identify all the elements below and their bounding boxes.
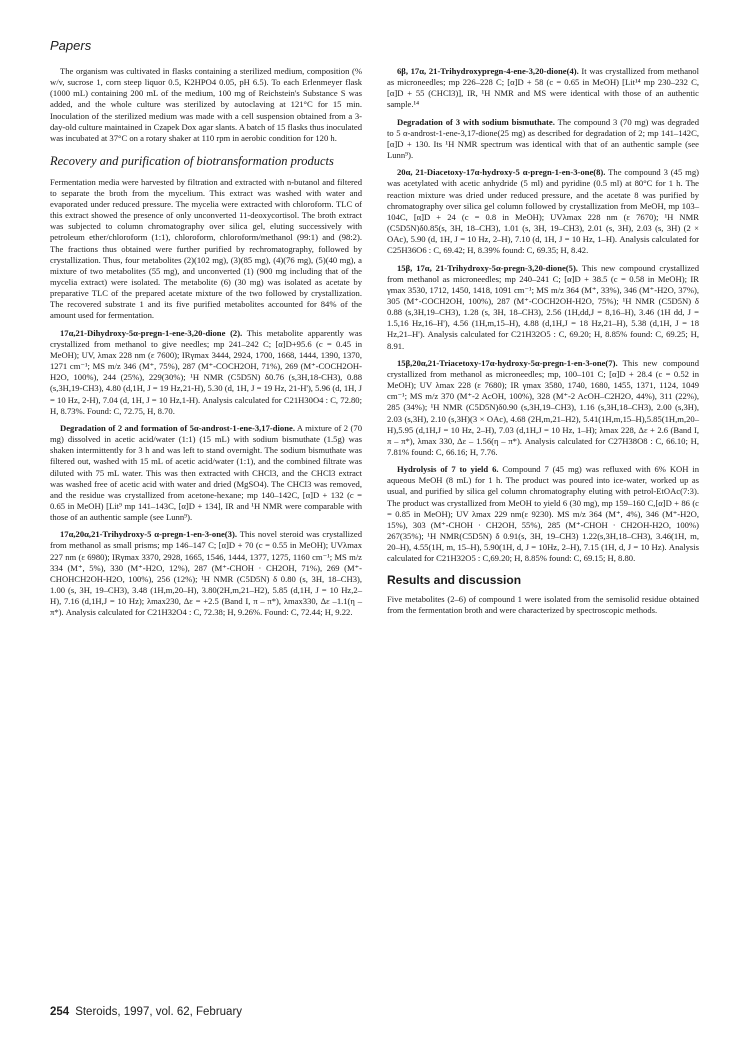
page-number: 254 — [50, 1006, 70, 1018]
compound-3-paragraph — [50, 529, 362, 618]
compound-5-paragraph — [387, 263, 699, 352]
compound-8-paragraph — [387, 167, 699, 256]
section-heading-recovery: Recovery and purification of biotransformation products — [50, 154, 334, 169]
compound-8-text: The compound 3 (45 mg) was acetylated with acetic anhydride (5 ml) and pyridine (0.5 ml) at 80°C for 1 h. The reaction mixture was dried under reduced pressure, and the acetate 8 was purified by chromatography over silica gel column followed by crystallization from MeOH, mp 103–104C, [α]D + 24 (c = 0.8 in MeOH); UVλmax 228 nm (ε 7670); ¹H NMR (C5D5N)δ0.85(s, 3H, 18–CH3), 1.01 (s, 3H, 19–CH3), 2.01 (s, 3H), 2.03 (s, 3H) (2 × OAc), 5.90 (d, 1H, J = 10 Hz, 2–H), 7.10 (d, 1H, J = 10 Hz, 1–H). Analysis calculated for C25H36O6 : C, 69.42; H, 8.39% found: C, 69.35; H, 8.42. — [387, 167, 699, 256]
compound-4-text: It was crystallized from methanol as microneedles; mp 226–228 C; [α]D + 58 (c = 0.65 in MeOH) [Lit¹⁴ mp 230–232 C, [α]D + 55 (CHCl3)], IR, ¹H NMR and MS were identical with those of an authentic sample.¹⁴ — [387, 66, 699, 110]
compound-3-title: 17α,20α,21-Trihydroxy-5 α-pregn-1-en-3-one(3). — [60, 529, 237, 540]
degradation-2-text: A mixture of 2 (70 mg) dissolved in acetic acid/water (1:1) (15 mL) with sodium bismuthate (1.5g) was shaken intermittently for 3 h and was left to stand overnight. The sodium bismuthate was filtered out, washed with 15 mL of acetic acid/water (1:1), and the combined filtrate was diluted with 75 mL water. This was then extracted with CHCl3, and the CHCl3 extract was washed free of acetic acid with water and dried (MgSO4). The CHCl3 was removed, and the residue was crystallized from acetone-hexane; mp 140–142C, [α]D + 132 (c = 0.65 in MeOH) [Lit⁹ mp 141–143C, [α]D + 134], IR and ¹H NMR were comparable with those of an authentic sample (see Lunn⁹). — [50, 422, 362, 523]
compound-7-paragraph — [387, 358, 699, 458]
hydrolysis-paragraph — [387, 464, 699, 564]
running-header: Papers — [50, 38, 92, 53]
section-heading-results: Results and discussion — [387, 572, 522, 587]
degradation-3-text: The compound 3 (70 mg) was degraded to 5 α-androst-1-ene-3,17-dione(25 mg) as described for degradation of 2; mp 141–142C, [α]D + 130. Its ¹H NMR spectrum was identical with that of an authentic sample (see Lunn⁹). — [387, 116, 699, 161]
degradation-2-paragraph — [50, 423, 362, 523]
compound-2-title: 17α,21-Dihydroxy-5α-pregn-1-ene-3,20-dione (2). — [60, 327, 243, 338]
degradation-3-paragraph — [387, 117, 699, 162]
compound-5-text: This new compound crystallized from methanol as microneedles; mp 240–241 C; [α]D + 38.5 (c = 0.58 in MeOH); IR γmax 3530, 1712, 1450, 1418, 1091 cm⁻¹; MS m/z 364 (M⁺, 33%), 346 (M⁺-H2O, 37%), 305 (M⁺-COCH2OH, 100%), 287 (M⁺-COCH2OH-H2O, 75%); ¹H NMR (C5D5N) δ 0.88 (s,3H,19–CH3), 1.28 (s, 3H, 18–CH3), 2.56 (1H,dd,J = 8,16–H), 3.46 (1H dd, J = 1.5,16 Hz,16–H'), 4.56 (1H,m,15–H), 4.88 (d,1H,J = 18 Hz,21–H), 5.38 (d,1H, J = 18 Hz,21–H'). Analysis calculated for C21H32O5 : C, 69.20; H, 8.85% found: C, 69.25; H, 8.91. — [387, 262, 700, 351]
compound-4-paragraph — [387, 66, 699, 111]
right-column — [387, 66, 699, 622]
hydrolysis-title: Hydrolysis of 7 to yield 6. — [397, 464, 499, 475]
compound-7-title: 15β,20α,21-Triacetoxy-17α-hydroxy-5α-pregn-1-en-3-one(7). — [397, 357, 618, 368]
culture-paragraph: The organism was cultivated in flasks containing a sterilized medium, composition (% w/v, sucrose 1, corn steep liquor 0.5, K2HPO4 0.05, pH 6.5). To each Erlenmeyer flask (1000 mL) containing 200 mL of the medium, 100 mg of Reichstein's Substance S was added, and the whole culture was sterilized by autoclaving at 121°C for 15 min. Inoculation of the sterilized medium was made with a cell suspension obtained from a 3-day-old culture maintained in Czapek Dox agar slants. A batch of 15 flasks thus inoculated was incubated at 37°C on a rotary shaker at 110 rpm in aerobic condition for 120 h. — [50, 66, 362, 143]
degradation-2-title: Degradation of 2 and formation of 5α-androst-1-ene-3,17-dione. — [60, 422, 295, 433]
hydrolysis-text: Compound 7 (45 mg) was refluxed with 6% KOH in aqueous MeOH (8 mL) for 1 h. The product was poured into ice-water, worked up as usual, and purified by silica gel column chromatography eluting with petrol-EtOAc(7:3). The product was crystallized from MeOH to yield 6 (30 mg), mp 159–160 C,[α]D + 86 (c = 0.85 in MeOH); UV λmax 229 nm(ε 9230). MS m/z 364 (M⁺, 4%), 346 (M⁺-H2O, 15%), 303 (M⁺-CHOH · CH2OH, 55%), 285 (M⁺-CHOH · CH2OH-H2O, 100%) 267(35%); ¹H NMR(C5D5N) δ 0.91(s, 3H, 19–CH3) 1.22(s,3H,18–CH3), 3.46(1H, m, 20–H), 4.55(1H, m, 15–H), 5.90(1H, d, J = 10Hz, 2–H), 7.15 (1H, d, J = 10 Hz). Analysis calculated for C21H32O5 : C,69.20; H, 8.85% found: C, 69.15; H, 8.80. — [387, 464, 699, 564]
compound-8-title: 20α, 21-Diacetoxy-17α-hydroxy-5 α-pregn-1-en-3-one(8). — [397, 167, 606, 178]
page-footer — [50, 1006, 242, 1018]
compound-7-text: This new compound crystallized from methanol as microneedles; mp, 100–101 C; [α]D + 28.4 (c = 0.52 in MeOH); UV λmax 228 (ε 7680); IR γmax 3580, 1740, 1680, 1455, 1371, 1124, 1049 cm⁻¹; MS m/z 370 (M⁺-2 AcOH, 100%), 328 (M⁺-2 AcOH–C2H2O, 44%), 311 (22%), 285 (34%); ¹H NMR (C5D5N)δ0.90 (s,3H,19–CH3), 1.16 (s,3H,18–CH3), 2.00 (s,3H), 2.03 (s,3H), 2.10 (s,3H)(3 × OAc), 4.68 (2H,m,21–H2), 5.41(1H,m,15–H),5.85(1H,m,20–H),5.95 (d,1H,J = 10 Hz, 2–H), 7.03 (d,1H,J = 10 Hz, 1–H); λmax 228, Δε + 2.6 (Band I, π – π*), λmax 330, Δε – 1.56(η – π*). Analysis calculated for C27H38O8 : C, 66.10; H, 7.81% found: C, 66.16; H, 7.76. — [387, 357, 699, 457]
compound-3-text: This novel steroid was crystallized from methanol as small prisms; mp 146–147 C; [α]D + 70 (c = 0.55 in MeOH); UVλmax 227 nm (ε 6980); IRγmax 3370, 2928, 1665, 1546, 1444, 1377, 1275, 1160 cm⁻¹; MS m/z 334 (M⁺, 5%), 330 (M⁺-H2O, 12%), 287 (M⁺-CHOH · CH2OH, 71%), 269 (M⁺-CHOHCH2OH-H2O, 100%), 256 (12%); ¹H NMR (C5D5N) δ 0.80 (s, 3H, 18–CH3), 1.00 (s, 3H, 19–CH3), 3.48 (1H,m,20–H), 3.80(2H,m,21–H2), 5.85 (d,1H, J = 10 Hz,2–H), 7.16 (d,1H,J = 10 Hz); λmax230, Δε = +2.5 (Band I, π – π*), λmax330, Δε –1.1(η – π*). Analysis calculated for C21H32O4 : C, 72.38; H, 9.26%. Found: C, 72.44; H, 9.22. — [50, 529, 362, 618]
compound-2-text: This metabolite apparently was crystallized from methanol to give needles; mp 241–242 C; [α]D+95.6 (c = 0.45 in MeOH); UV, λmax 228 nm (ε 7600); IRγmax 3444, 2924, 1700, 1668, 1444, 1390, 1370, 1271 cm⁻¹; MS m/z 346 (M⁺, 75%), 287 (M⁺-COCH2OH, 71%), 269 (M⁺-COCH2OH-H2O, 100%), 244 (25%), 229(30%); ¹H NMR (C5D5N) δ0.76 (s,3H,18-CH3), 0.88 (s,3H,19-CH3), 4.80 (d,1H, J = 19 Hz,21-H), 5.30 (d, 1H, J = 19 Hz, 21-H'), 5.96 (d, 1H, J = 10 Hz, 2-H), 7.04 (d, 1H, J = 10 Hz,1-H). Analysis calculated for C21H30O4 : C, 72.80; H, 8.73%. Found: C, 72.75, H, 8.70. — [50, 327, 362, 416]
recovery-paragraph: Fermentation media were harvested by filtration and extracted with n-butanol and filtered to separate the broth from the mycelium. This extract was washed with water and evaporated under reduced pressure. The mycelia were extracted with chloroform. TLC of this extract showed the presence of only unconverted 11-deoxycortisol. The broth extract was subjected to column chromatography over silica gel, eluting successively with petroleum ether/chloroform (1:1), chloroform, chloroform/methanol (99:1) and (98:2). The fractions thus obtained were further purified by rechromatography, followed by crystallization. Thus, four metabolites (2)(102 mg), (3)(85 mg), (4)(76 mg), (5)(40 mg), a mixture of two metabolites (55 mg), and unconverted (1) (900 mg including that of the mycelia extract) were isolated. The metabolite (6) (30 mg) was isolated as acetate by preparative TLC of the prepared acetate mixture of the two followed by crystallization. The recovered substrate 1 and its five purified metabolites accounted for 84% of the amount used for fermentation. — [50, 176, 362, 321]
left-column — [50, 66, 362, 625]
compound-4-title: 6β, 17α, 21-Trihydroxypregn-4-ene-3,20-dione(4). — [397, 66, 579, 76]
journal-citation: Steroids, 1997, vol. 62, February — [75, 1006, 243, 1018]
compound-5-title: 15β, 17α, 21-Trihydroxy-5α-pregn-3,20-dione(5). — [397, 262, 578, 273]
degradation-3-title: Degradation of 3 with sodium bismuthate. — [397, 116, 555, 127]
results-paragraph: Five metabolites (2–6) of compound 1 were isolated from the semisolid residue obtained from the fermentation broth and were characterized by spectroscopic methods. — [387, 593, 699, 615]
compound-2-paragraph — [50, 328, 362, 417]
